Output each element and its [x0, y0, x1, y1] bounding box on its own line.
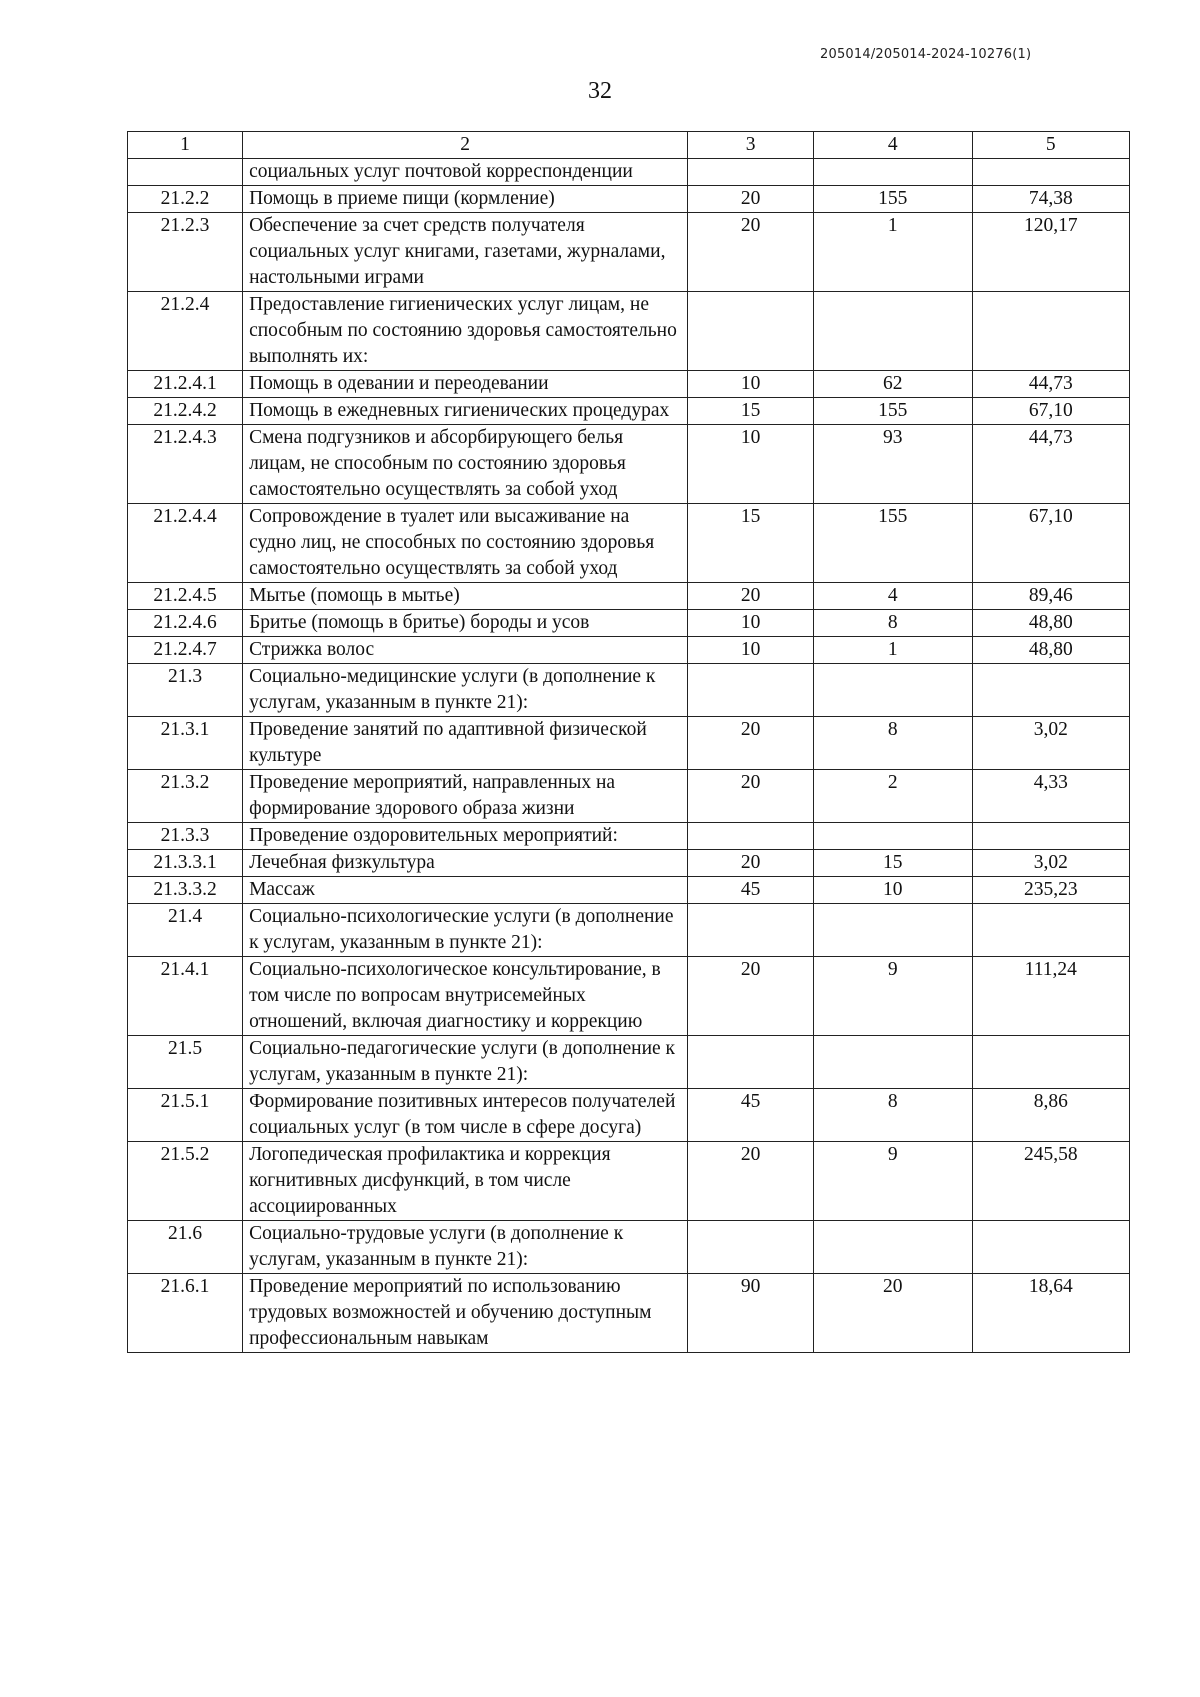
- column-header: 3: [688, 132, 814, 159]
- column-5-cell: [972, 1221, 1129, 1274]
- column-3-cell: 20: [688, 850, 814, 877]
- column-3-cell: 20: [688, 957, 814, 1036]
- column-4-cell: 8: [814, 610, 972, 637]
- column-4-cell: 155: [814, 186, 972, 213]
- table-row: [128, 583, 1130, 610]
- service-name-cell: Социально-трудовые услуги (в дополнение к услугам, указанным в пункте 21):: [243, 1221, 688, 1274]
- column-3-cell: [688, 1036, 814, 1089]
- column-4-cell: [814, 1221, 972, 1274]
- service-name-cell: Лечебная физкультура: [243, 850, 688, 877]
- column-3-cell: [688, 664, 814, 717]
- service-name-cell: Сопровождение в туалет или высаживание на судно лиц, не способных по состоянию здоровья самостоятельно осуществлять за собой уход: [243, 504, 688, 583]
- row-number-cell: 21.4: [128, 904, 243, 957]
- column-5-cell: 4,33: [972, 770, 1129, 823]
- table-row: [128, 292, 1130, 371]
- column-header: 1: [128, 132, 243, 159]
- service-name-cell: Социально-психологические услуги (в дополнение к услугам, указанным в пункте 21):: [243, 904, 688, 957]
- column-5-cell: 8,86: [972, 1089, 1129, 1142]
- service-name-cell: Проведение занятий по адаптивной физической культуре: [243, 717, 688, 770]
- page-number: 32: [588, 78, 612, 104]
- column-4-cell: 15: [814, 850, 972, 877]
- table-row: [128, 371, 1130, 398]
- table-row: [128, 664, 1130, 717]
- table-row: [128, 159, 1130, 186]
- table-row: [128, 957, 1130, 1036]
- table-row: [128, 1036, 1130, 1089]
- service-name-cell: Массаж: [243, 877, 688, 904]
- column-5-cell: 120,17: [972, 213, 1129, 292]
- column-3-cell: 45: [688, 877, 814, 904]
- column-4-cell: 1: [814, 637, 972, 664]
- column-5-cell: 67,10: [972, 398, 1129, 425]
- row-number-cell: [128, 159, 243, 186]
- row-number-cell: 21.3.3.2: [128, 877, 243, 904]
- column-3-cell: 10: [688, 610, 814, 637]
- table-row: [128, 1089, 1130, 1142]
- column-5-cell: 245,58: [972, 1142, 1129, 1221]
- service-name-cell: Социально-психологическое консультирование, в том числе по вопросам внутрисемейных отношений, включая диагностику и коррекцию: [243, 957, 688, 1036]
- service-name-cell: Проведение мероприятий, направленных на формирование здорового образа жизни: [243, 770, 688, 823]
- service-name-cell: Логопедическая профилактика и коррекция когнитивных дисфункций, в том числе ассоциированных: [243, 1142, 688, 1221]
- column-5-cell: [972, 823, 1129, 850]
- column-header: 4: [814, 132, 972, 159]
- column-4-cell: 2: [814, 770, 972, 823]
- column-4-cell: 1: [814, 213, 972, 292]
- row-number-cell: 21.3.3.1: [128, 850, 243, 877]
- column-3-cell: 15: [688, 504, 814, 583]
- column-header: 5: [972, 132, 1129, 159]
- table-row: [128, 904, 1130, 957]
- service-name-cell: Проведение оздоровительных мероприятий:: [243, 823, 688, 850]
- column-4-cell: 10: [814, 877, 972, 904]
- column-5-cell: 67,10: [972, 504, 1129, 583]
- column-3-cell: 15: [688, 398, 814, 425]
- column-5-cell: 74,38: [972, 186, 1129, 213]
- row-number-cell: 21.4.1: [128, 957, 243, 1036]
- column-4-cell: 4: [814, 583, 972, 610]
- column-3-cell: [688, 823, 814, 850]
- row-number-cell: 21.6.1: [128, 1274, 243, 1353]
- column-3-cell: 10: [688, 371, 814, 398]
- column-3-cell: 20: [688, 186, 814, 213]
- row-number-cell: 21.2.4.2: [128, 398, 243, 425]
- column-5-cell: 48,80: [972, 637, 1129, 664]
- table-row: [128, 637, 1130, 664]
- column-5-cell: 44,73: [972, 425, 1129, 504]
- row-number-cell: 21.6: [128, 1221, 243, 1274]
- service-name-cell: Предоставление гигиенических услуг лицам, не способным по состоянию здоровья самостоятельно выполнять их:: [243, 292, 688, 371]
- service-name-cell: Помощь в приеме пищи (кормление): [243, 186, 688, 213]
- column-5-cell: 235,23: [972, 877, 1129, 904]
- row-number-cell: 21.3.3: [128, 823, 243, 850]
- row-number-cell: 21.3.2: [128, 770, 243, 823]
- column-4-cell: 8: [814, 717, 972, 770]
- column-4-cell: [814, 1036, 972, 1089]
- table-row: [128, 610, 1130, 637]
- column-3-cell: [688, 904, 814, 957]
- column-3-cell: 10: [688, 425, 814, 504]
- column-4-cell: 8: [814, 1089, 972, 1142]
- column-5-cell: 44,73: [972, 371, 1129, 398]
- column-3-cell: [688, 159, 814, 186]
- column-5-cell: 3,02: [972, 850, 1129, 877]
- document-id: 205014/205014-2024-10276(1): [820, 47, 1032, 62]
- column-3-cell: 20: [688, 213, 814, 292]
- column-5-cell: 18,64: [972, 1274, 1129, 1353]
- table-row: [128, 717, 1130, 770]
- row-number-cell: 21.3.1: [128, 717, 243, 770]
- table-row: [128, 504, 1130, 583]
- table-row: [128, 186, 1130, 213]
- column-5-cell: [972, 292, 1129, 371]
- table-row: [128, 398, 1130, 425]
- service-name-cell: Смена подгузников и абсорбирующего белья лицам, не способным по состоянию здоровья самостоятельно осуществлять за собой уход: [243, 425, 688, 504]
- column-5-cell: [972, 664, 1129, 717]
- table-row: [128, 770, 1130, 823]
- table-row: [128, 1274, 1130, 1353]
- column-4-cell: [814, 823, 972, 850]
- row-number-cell: 21.3: [128, 664, 243, 717]
- column-4-cell: 62: [814, 371, 972, 398]
- table-row: [128, 823, 1130, 850]
- column-4-cell: [814, 904, 972, 957]
- column-3-cell: 20: [688, 717, 814, 770]
- table-body: [128, 159, 1130, 1353]
- column-3-cell: 20: [688, 770, 814, 823]
- column-4-cell: 93: [814, 425, 972, 504]
- column-4-cell: 155: [814, 504, 972, 583]
- column-5-cell: 48,80: [972, 610, 1129, 637]
- service-name-cell: Обеспечение за счет средств получателя социальных услуг книгами, газетами, журналами, настольными играми: [243, 213, 688, 292]
- row-number-cell: 21.2.4.5: [128, 583, 243, 610]
- column-5-cell: 3,02: [972, 717, 1129, 770]
- column-4-cell: 155: [814, 398, 972, 425]
- table-row: [128, 1142, 1130, 1221]
- services-table: [127, 131, 1130, 1353]
- row-number-cell: 21.5: [128, 1036, 243, 1089]
- row-number-cell: 21.2.4.3: [128, 425, 243, 504]
- column-3-cell: 20: [688, 1142, 814, 1221]
- column-5-cell: [972, 1036, 1129, 1089]
- column-3-cell: 10: [688, 637, 814, 664]
- service-name-cell: Бритье (помощь в бритье) бороды и усов: [243, 610, 688, 637]
- column-5-cell: 111,24: [972, 957, 1129, 1036]
- column-4-cell: 9: [814, 957, 972, 1036]
- column-3-cell: 45: [688, 1089, 814, 1142]
- service-name-cell: Помощь в одевании и переодевании: [243, 371, 688, 398]
- service-name-cell: Проведение мероприятий по использованию трудовых возможностей и обучению доступным профессиональным навыкам: [243, 1274, 688, 1353]
- column-4-cell: [814, 292, 972, 371]
- service-name-cell: Социально-медицинские услуги (в дополнение к услугам, указанным в пункте 21):: [243, 664, 688, 717]
- table-row: [128, 877, 1130, 904]
- row-number-cell: 21.2.4.7: [128, 637, 243, 664]
- table-row: [128, 1221, 1130, 1274]
- service-name-cell: Социально-педагогические услуги (в дополнение к услугам, указанным в пункте 21):: [243, 1036, 688, 1089]
- column-3-cell: 20: [688, 583, 814, 610]
- column-5-cell: [972, 159, 1129, 186]
- row-number-cell: 21.2.4.4: [128, 504, 243, 583]
- service-name-cell: Стрижка волос: [243, 637, 688, 664]
- table-header-row: [128, 132, 1130, 159]
- row-number-cell: 21.5.1: [128, 1089, 243, 1142]
- row-number-cell: 21.5.2: [128, 1142, 243, 1221]
- column-4-cell: 20: [814, 1274, 972, 1353]
- service-name-cell: Мытье (помощь в мытье): [243, 583, 688, 610]
- service-name-cell: Помощь в ежедневных гигиенических процедурах: [243, 398, 688, 425]
- table-row: [128, 425, 1130, 504]
- column-5-cell: 89,46: [972, 583, 1129, 610]
- column-4-cell: 9: [814, 1142, 972, 1221]
- table-row: [128, 850, 1130, 877]
- row-number-cell: 21.2.4.1: [128, 371, 243, 398]
- column-header: 2: [243, 132, 688, 159]
- column-4-cell: [814, 664, 972, 717]
- row-number-cell: 21.2.3: [128, 213, 243, 292]
- column-3-cell: [688, 1221, 814, 1274]
- row-number-cell: 21.2.4: [128, 292, 243, 371]
- table-row: [128, 213, 1130, 292]
- column-4-cell: [814, 159, 972, 186]
- row-number-cell: 21.2.4.6: [128, 610, 243, 637]
- service-name-cell: социальных услуг почтовой корреспонденции: [243, 159, 688, 186]
- column-3-cell: [688, 292, 814, 371]
- column-5-cell: [972, 904, 1129, 957]
- service-name-cell: Формирование позитивных интересов получателей социальных услуг (в том числе в сфере досуга): [243, 1089, 688, 1142]
- row-number-cell: 21.2.2: [128, 186, 243, 213]
- column-3-cell: 90: [688, 1274, 814, 1353]
